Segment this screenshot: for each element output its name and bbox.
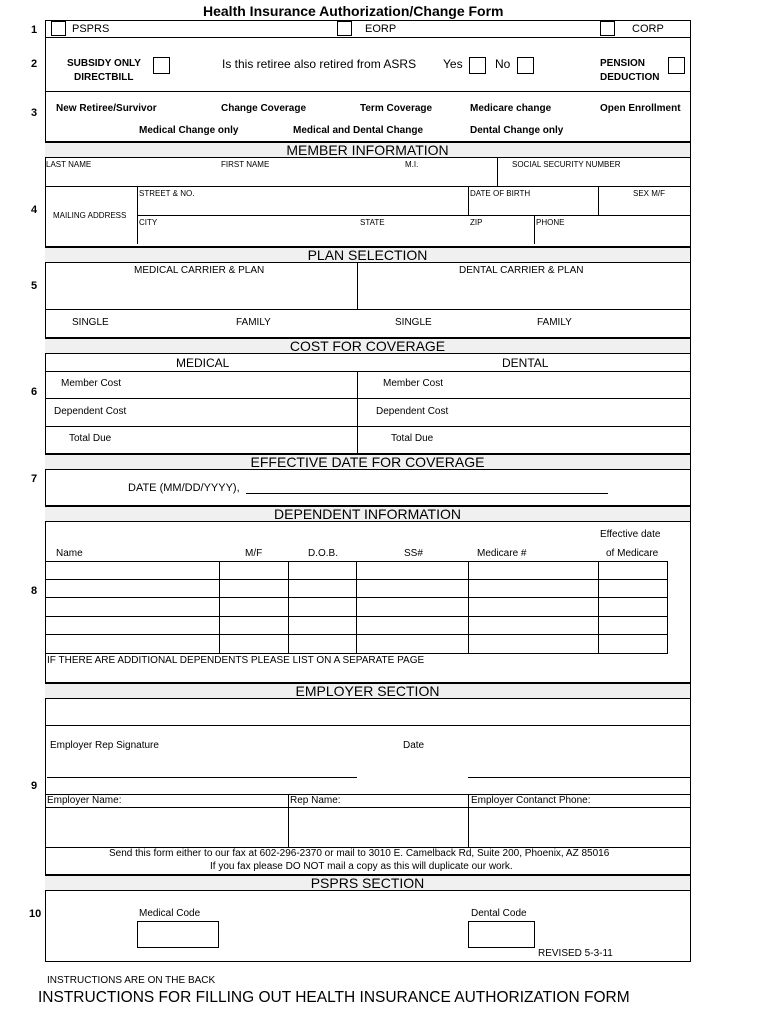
first-name-label: FIRST NAME xyxy=(221,160,270,169)
change-coverage-option[interactable]: Change Coverage xyxy=(221,103,307,114)
cost-line-2 xyxy=(45,426,691,427)
row2-divider xyxy=(45,91,691,92)
section-number-1: 1 xyxy=(31,24,38,36)
dental-total-due-label: Total Due xyxy=(391,433,434,444)
plan-vline xyxy=(357,263,358,310)
employer-date-label: Date xyxy=(403,740,425,751)
dental-change-option[interactable]: Dental Change only xyxy=(470,125,564,136)
dental-member-cost-label: Member Cost xyxy=(383,378,444,389)
cost-coverage-header: COST FOR COVERAGE xyxy=(45,337,690,354)
medical-change-option[interactable]: Medical Change only xyxy=(139,125,239,136)
effective-date-medicare-label: Effective date xyxy=(600,529,661,540)
employer-rep-signature-label: Employer Rep Signature xyxy=(50,740,159,751)
member-information-header: MEMBER INFORMATION xyxy=(45,141,690,158)
dental-single-option[interactable]: SINGLE xyxy=(395,317,432,328)
employer-contact-phone-label: Employer Contanct Phone: xyxy=(471,795,591,806)
row1-divider xyxy=(45,37,691,38)
dep-medicare-header: Medicare # xyxy=(477,548,527,559)
deduction-label: DEDUCTION xyxy=(600,72,660,83)
cost-dental-label: DENTAL xyxy=(502,356,549,370)
eorp-label: EORP xyxy=(365,23,397,35)
medical-single-option[interactable]: SINGLE xyxy=(72,317,109,328)
rep-name-label: Rep Name: xyxy=(290,795,341,806)
mi-label: M.I. xyxy=(405,160,419,169)
street-label: STREET & NO. xyxy=(139,189,195,198)
member-name-input[interactable] xyxy=(45,158,691,187)
medical-code-input[interactable] xyxy=(137,921,219,948)
medical-member-cost-label: Member Cost xyxy=(61,378,122,389)
employer-signature-input[interactable] xyxy=(47,777,357,778)
subsidy-label: SUBSIDY ONLY xyxy=(67,58,141,69)
zip-label: ZIP xyxy=(470,218,483,227)
employer-section-header: EMPLOYER SECTION xyxy=(45,682,690,699)
employer-line-2 xyxy=(45,794,691,795)
employer-date-input[interactable] xyxy=(468,777,690,778)
dental-carrier-label: DENTAL CARRIER & PLAN xyxy=(459,265,584,276)
dep-ss-header: SS# xyxy=(404,548,423,559)
psprs-section-header: PSPRS SECTION xyxy=(45,874,690,891)
plan-divider xyxy=(45,309,691,310)
dep-col-line-3 xyxy=(356,561,357,654)
phone-label: PHONE xyxy=(536,218,565,227)
dental-family-option[interactable]: FAMILY xyxy=(537,317,572,328)
last-name-label: LAST NAME xyxy=(46,160,92,169)
corp-label: CORP xyxy=(632,23,664,35)
mailing-address-label: MAILING ADDRESS xyxy=(53,211,127,220)
employer-name-label: Employer Name: xyxy=(47,795,122,806)
corp-checkbox[interactable] xyxy=(600,21,615,36)
no-label: No xyxy=(495,57,511,71)
state-label: STATE xyxy=(360,218,385,227)
dental-code-label: Dental Code xyxy=(471,908,527,919)
employer-line-3 xyxy=(45,807,691,808)
section-number-8: 8 xyxy=(31,585,38,597)
section-number-5: 5 xyxy=(31,280,38,292)
dep-name-header: Name xyxy=(56,548,83,559)
employer-line-1 xyxy=(45,725,691,726)
psprs-checkbox[interactable] xyxy=(51,21,66,36)
plan-selection-header: PLAN SELECTION xyxy=(45,246,690,263)
send-instructions-line1: Send this form either to our fax at 602-296-2370 or mail to 3010 E. Camelback Rd, Suite 200, Phoenix, AZ 85016 xyxy=(109,848,610,859)
dep-col-line-4 xyxy=(468,561,469,654)
instructions-on-back: INSTRUCTIONS ARE ON THE BACK xyxy=(47,975,216,986)
dep-mf-header: M/F xyxy=(245,548,263,559)
medicare-change-option[interactable]: Medicare change xyxy=(470,103,552,114)
medical-dependent-cost-label: Dependent Cost xyxy=(54,406,127,417)
dental-dependent-cost-label: Dependent Cost xyxy=(376,406,449,417)
cost-subheader-line xyxy=(45,371,691,372)
section-number-3: 3 xyxy=(31,107,38,119)
medical-code-label: Medical Code xyxy=(139,908,201,919)
yes-checkbox[interactable] xyxy=(469,57,486,74)
additional-dependents-note: IF THERE ARE ADDITIONAL DEPENDENTS PLEASE LIST ON A SEPARATE PAGE xyxy=(47,655,425,666)
section-number-10: 10 xyxy=(29,908,42,920)
dependent-information-header: DEPENDENT INFORMATION xyxy=(45,505,690,522)
cost-vline xyxy=(357,371,358,453)
revised-date: REVISED 5-3-11 xyxy=(538,948,613,959)
sex-label: SEX M/F xyxy=(633,189,666,198)
yes-label: Yes xyxy=(443,57,463,71)
send-instructions-line2: If you fax please DO NOT mail a copy as this will duplicate our work. xyxy=(210,861,513,872)
effective-date-input[interactable] xyxy=(246,493,608,494)
dep-col-line-1 xyxy=(219,561,220,654)
instructions-title: INSTRUCTIONS FOR FILLING OUT HEALTH INSURANCE AUTHORIZATION FORM xyxy=(38,989,630,1006)
employer-vline-1 xyxy=(288,794,289,847)
effective-date-header: EFFECTIVE DATE FOR COVERAGE xyxy=(45,453,690,470)
medical-family-option[interactable]: FAMILY xyxy=(236,317,271,328)
dep-col-line-2 xyxy=(288,561,289,654)
dental-code-input[interactable] xyxy=(468,921,535,948)
section-number-9: 9 xyxy=(31,780,38,792)
member-vline-phone xyxy=(534,216,535,244)
no-checkbox[interactable] xyxy=(517,57,534,74)
asrs-question: Is this retiree also retired from ASRS xyxy=(222,57,417,71)
psprs-label: PSPRS xyxy=(72,23,110,35)
new-retiree-option[interactable]: New Retiree/Survivor xyxy=(56,103,157,114)
section-number-7: 7 xyxy=(31,473,38,485)
dep-dob-header: D.O.B. xyxy=(308,548,339,559)
cost-line-1 xyxy=(45,398,691,399)
street-input[interactable] xyxy=(137,187,691,216)
dep-of-medicare-header: of Medicare xyxy=(606,548,659,559)
effective-date-label: DATE (MM/DD/YYYY), xyxy=(128,482,240,494)
ssn-label: SOCIAL SECURITY NUMBER xyxy=(512,160,621,169)
medical-total-due-label: Total Due xyxy=(69,433,112,444)
form-title: Health Insurance Authorization/Change Form xyxy=(203,3,504,19)
open-enrollment-option[interactable]: Open Enrollment xyxy=(600,103,681,114)
section-number-2: 2 xyxy=(31,58,38,70)
medical-carrier-label: MEDICAL CARRIER & PLAN xyxy=(134,265,265,276)
medical-dental-change-option[interactable]: Medical and Dental Change xyxy=(293,125,424,136)
eorp-checkbox[interactable] xyxy=(337,21,352,36)
dob-label: DATE OF BIRTH xyxy=(470,189,531,198)
cost-medical-label: MEDICAL xyxy=(176,356,230,370)
directbill-label: DIRECTBILL xyxy=(74,72,134,83)
section-number-6: 6 xyxy=(31,386,38,398)
pension-checkbox[interactable] xyxy=(668,57,685,74)
city-label: CITY xyxy=(139,218,158,227)
subsidy-checkbox[interactable] xyxy=(153,57,170,74)
pension-label: PENSION xyxy=(600,58,646,69)
employer-vline-2 xyxy=(468,794,469,847)
dep-col-line-5 xyxy=(598,561,599,654)
section-number-4: 4 xyxy=(31,204,38,216)
term-coverage-option[interactable]: Term Coverage xyxy=(360,103,433,114)
